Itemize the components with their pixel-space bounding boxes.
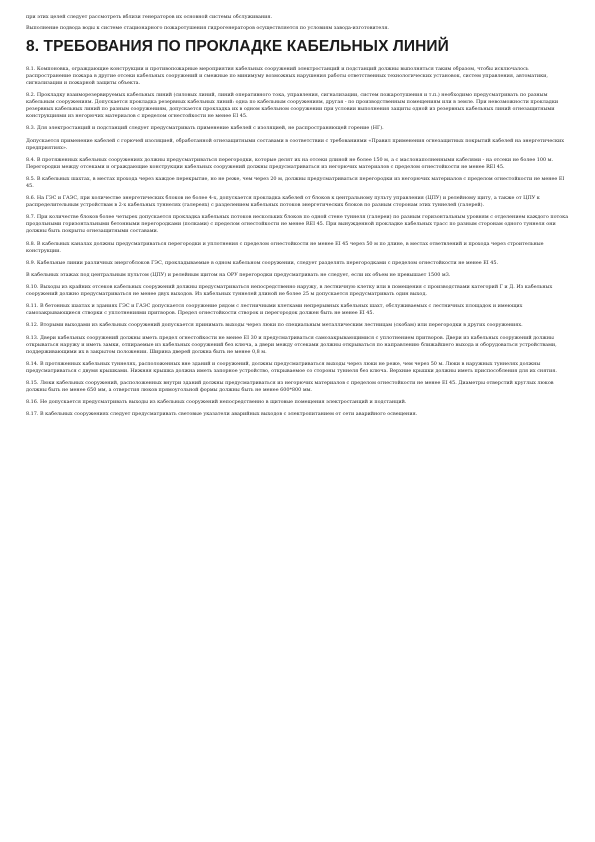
paragraph-8-9: 8.9. Кабельные линии различных энергоблоков ГЭС, прокладываемые в одном кабельном сооружении, следует разделять перегородками с пределом огнестойкости не менее EI 45. — [26, 259, 499, 266]
paragraph-8-16: 8.16. Не допускается предусматривать выходы из кабельных сооружений непосредственно в щитовые помещения электростанций и подстанций. — [26, 399, 407, 406]
paragraph-8-5: 8.5. В кабельных шахтах, в местах прохода через каждое перекрытие, но не реже, чем через 20 м, должны предусматриваться перегородки из негорючих материалов с пределом огнестойкости не менее EI 45. — [26, 175, 565, 189]
paragraph-8-2: 8.2. Прокладку взаиморезервируемых кабельных линий (силовых линий, линий оперативного тока, управления, сигнализации, систем пожаротушения и т.п.) необходимо предусматривать по разным кабельным сооружениям. Допускается прокладка резервных кабельных линий: одна по кабельным сооружениям, другая - по производственным помещениям или в земле. При невозможности прокладки резервных кабельных линий по разным сооружениям, допускается прокладка их в одном кабельном сооружении при условии выполнения защиты одной из резервных кабельных линий огнезащитными конструкциями из негорючих материалов с пределом огнестойкости не менее EI 45. — [26, 92, 559, 120]
paragraph-8-6: 8.6. На ГЭС и ГАЭС, при количестве энергетических блоков не более 4-х, допускается прокладка кабелей от блоков к центральному пульту управления (ЦПУ) и релейному щиту, а также от ЦПУ к распределительным устройствам в 2-х кабельных туннелях (галереях) с разделением кабельных потоков энергетических блоков по разным сторонам этих туннелей (галерей). — [26, 195, 540, 209]
paragraph-8-11: 8.11. В бетонных шахтах и зданиях ГЭС и ГАЭС допускается сооружение рядом с лестничными клетками непрерывных кабельных шахт, обслуживаемых с лестничных площадок и имеющих самозакрывающиеся створки с уплотнениями притворов. Предел огнестойкости створок и перегородок должен быть не менее EI 45. — [26, 303, 523, 317]
paragraph-8-4: 8.4. В протяженных кабельных сооружениях должны предусматриваться перегородки, которые делят их на отсеки длиной не более 150 м, а с маслонаполненными кабелями - на отсеки не более 100 м. Перегородки между отсеками и ограждающие конструкции кабельных сооружений должны предусматриваться из негорючих материалов с пределом огнестойкости не менее REI 45. — [26, 156, 554, 170]
intro-paragraph-2: Выполнение подвода воды к системе стационарного пожаротушения гидрогенераторов осуществляется по условиям завода-изготовителя. — [26, 25, 389, 31]
paragraph-8-8: 8.8. В кабельных каналах должны предусматриваться перегородки и уплотнения с пределом огнестойкости не менее EI 45 через 50 м по длине, в местах ответвлений и прохода через строительные конструкции. — [26, 240, 544, 254]
paragraph-8-15: 8.15. Люки кабельных сооружений, расположенных внутри зданий должны предусматриваться из негорючих материалов с пределом огнестойкости не менее EI 45. Диаметры отверстий круглых люков должны быть не менее 650 мм, а отверстия люков прямоугольной формы должны быть не менее 600*800 мм. — [26, 380, 554, 393]
paragraph-8-3: 8.3. Для электростанций и подстанций следует предусматривать применение кабелей с изоляцией, не распространяющей горение (НГ). — [26, 125, 384, 132]
paragraph-8-1: 8.1. Компоновка, ограждающие конструкции и противопожарные мероприятия кабельных сооружений электростанций и подстанций должны выполняться таким образом, чтобы исключалось распространение пожара в другие отсеки кабельных сооружений и смежные по минимуму возможных нарушения работы ответственных технологических установок, систем управления, автоматики, сигнализации и пожарной защиты объекта. — [26, 66, 548, 86]
paragraph-8-7: 8.7. При количестве блоков более четырех допускается прокладка кабельных потоков нескольких блоков по одной стене туннеля (галереи) по разным горизонтальным уровням с отделением каждого потока продольными горизонтальными бетонными перегородками (полками) с пределом огнестойкости не менее REI 45. При вынужденной прокладке кабельных трасс по разным сторонам одного туннеля они должны быть покрыты огнезащитными составами. — [26, 214, 569, 235]
paragraph-8-14: 8.14. В протяженных кабельных туннелях, расположенных вне зданий и сооружений, должны предусматриваться выходы через люки не реже, чем через 50 м. Люки в наружных туннелях должны предусматриваться с двумя крышками. Нижняя крышка должна иметь запорное устройство, открываемое со стороны туннеля без ключа. Верхние крышки должны иметь приспособления для их снятия. — [26, 360, 557, 374]
paragraph-8-3-note: Допускается применение кабелей с горючей изоляцией, обработанной огнезащитными составами в соответствии с требованиями «Правил применения огнезащитных покрытий кабелей на энергетических предприятиях». — [26, 137, 565, 151]
paragraph-8-17: 8.17. В кабельных сооружениях следует предусматривать световые указатели аварийных выходов с электропитанием от сети аварийного освещения. — [26, 411, 418, 418]
paragraph-8-13: 8.13. Двери кабельных сооружений должны иметь предел огнестойкости не менее EI 30 и предусматриваться самозакрывающимися с уплотнением притворов. Двери из кабельных сооружений должны открываться наружу и иметь замки, отпираемые из кабельных сооружений без ключа, а двери между отсеками должны открываться по направлению ближайшего выхода и оборудоваться устройствами, поддерживающими их в закрытом положении. Ширина дверей должна быть не менее 0,8 м. — [26, 334, 557, 355]
paragraph-8-10: 8.10. Выходы из крайних отсеков кабельных сооружений должны предусматриваться непосредственно наружу, в лестничную клетку или в помещения с производствами категорий Г и Д. Из кабельных сооружений должно предусматриваться не менее двух выходов. Из кабельных туннелей длиной не более 25 м допускается предусматривать один выход. — [26, 284, 553, 298]
section-heading: 8. ТРЕБОВАНИЯ ПО ПРОКЛАДКЕ КАБЕЛЬНЫХ ЛИНИЙ — [26, 38, 449, 55]
document-body — [26, 14, 571, 424]
paragraph-8-9-note: В кабельных этажах под центральным пультом (ЦПУ) и релейным щитом на ОРУ перегородки предусматривать не следует, если их объем не превышает 1500 м3. — [26, 271, 451, 278]
paragraph-8-12: 8.12. Вторыми выходами из кабельных сооружений допускается принимать выходы через люки по специальным металлическим лестницам (скобам) или перегородки в других сооружениях. — [26, 322, 523, 329]
intro-paragraph-1: при этих целей следует рассмотреть вблизи генераторов их основной системы обслуживания. — [26, 14, 273, 20]
